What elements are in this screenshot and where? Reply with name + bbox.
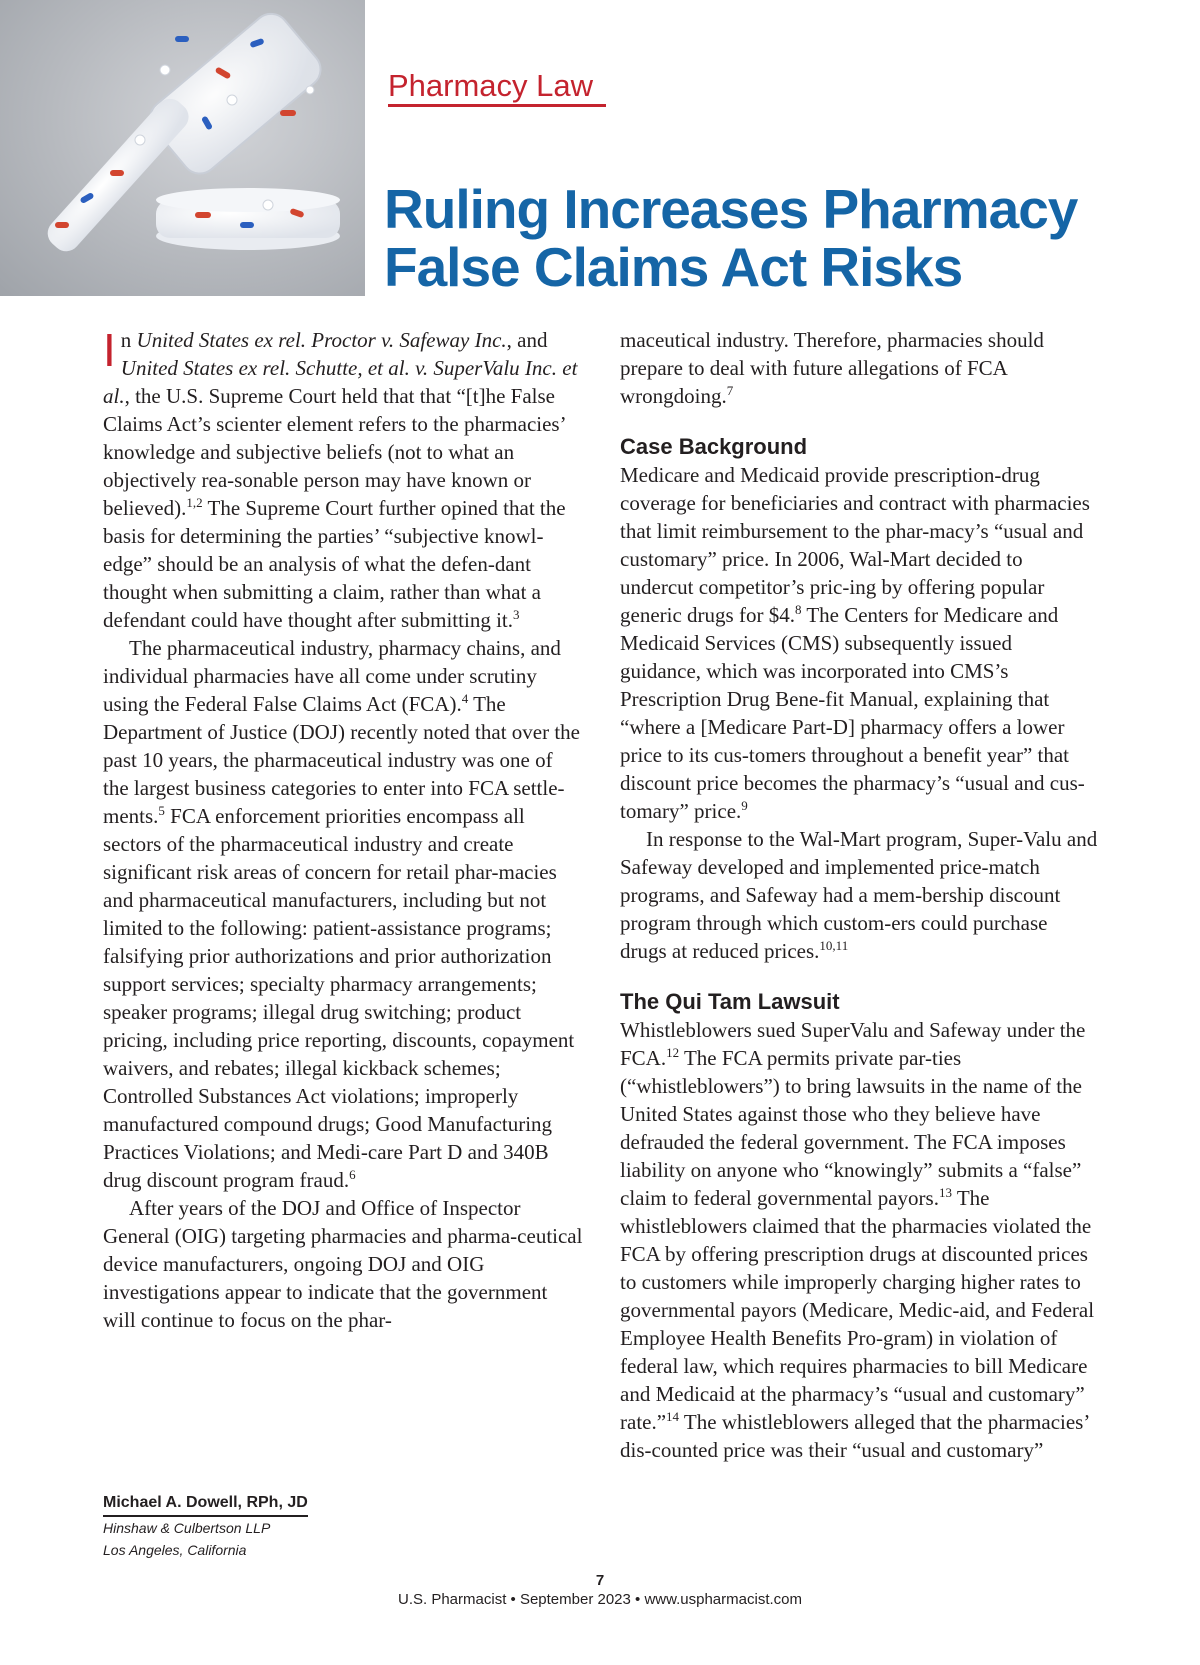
footnote-ref: 14	[666, 1409, 680, 1424]
paragraph-doj-oig	[103, 1194, 583, 1334]
text-run: The whistleblowers alleged that the pharmacies’ dis-counted price was their “usual and customary”	[620, 1410, 1089, 1462]
author-byline	[103, 1492, 308, 1561]
footnote-ref: 10,11	[819, 938, 849, 953]
footnote-ref: 4	[461, 691, 469, 706]
text-run: Medicare and Medicaid provide prescription-drug coverage for beneficiaries and contract with pharmacies that limit reimbursement to the phar-macy’s “usual and customary” price. In 2006, Wal-Mart decided to undercut competitor’s pric-ing by offering popular generic drugs for $4.	[620, 463, 1090, 627]
footnote-ref: 13	[938, 1185, 952, 1200]
text-run: FCA enforcement priorities encompass all sectors of the pharmaceutical industry and create significant risk areas of concern for retail phar-macies and pharmaceutical manufacturers, including but not limited to the following: patient-assistance programs; falsifying prior authorizations and prior authorization support services; specialty pharmacy arrangements; speaker programs; illegal drug switching; product pricing, including price reporting, discounts, copayment waivers, and rebates; illegal kickback schemes; Controlled Substances Act violations; improperly manufactured compound drugs; Good Manufacturing Practices Violations; and Medi-care Part D and 340B drug discount program fraud.	[103, 804, 575, 1192]
text-run: maceutical industry. Therefore, pharmacies should prepare to deal with future allegations of FCA wrongdoing.	[620, 328, 1044, 408]
text-run: Whistleblowers sued SuperValu and Safeway under the FCA.	[620, 1018, 1086, 1070]
footnote-ref: 3	[512, 607, 520, 622]
text-run: In response to the Wal-Mart program, Super-Valu and Safeway developed and implemented price-match programs, and Safeway had a mem-bership discount program through which custom-ers could purchase drugs at reduced prices.	[620, 827, 1098, 963]
right-column	[620, 326, 1098, 1464]
headline-line-2: False Claims Act Risks	[384, 236, 963, 298]
gavel-of-pills-image	[0, 0, 365, 296]
case-name-proctor: United States ex rel. Proctor v. Safeway Inc.	[136, 328, 507, 352]
text-run: The Centers for Medicare and Medicaid Services (CMS) subsequently issued guidance, which was incorporated into CMS’s Prescription Drug Bene-fit Manual, explaining that “where a [Medicare Part-D] pharmacy offers a lower price to its cus-tomers throughout a benefit year” that discount price becomes the pharmacy’s “usual and cus-tomary” price.	[620, 603, 1085, 823]
subhead-case-background: Case Background	[620, 434, 808, 459]
text-run: , and	[506, 328, 548, 352]
paragraph-intro	[103, 326, 583, 634]
section-label: Pharmacy Law	[388, 68, 594, 103]
footnote-ref: 9	[741, 798, 748, 813]
subhead-qui-tam-lawsuit: The Qui Tam Lawsuit	[620, 989, 840, 1014]
paragraph-price-match	[620, 825, 1098, 965]
section-label-underline	[388, 104, 606, 107]
publication-footer: U.S. Pharmacist • September 2023 • www.uspharmacist.com	[398, 1591, 802, 1608]
author-name: Michael A. Dowell, RPh, JD	[103, 1492, 308, 1517]
footnote-ref: 7	[726, 383, 734, 398]
footnote-ref: 1,2	[186, 495, 203, 510]
text-run: n	[120, 328, 137, 352]
footnote-ref: 8	[794, 602, 802, 617]
paragraph-continued	[620, 326, 1098, 410]
text-run: The Supreme Court further opined that the basis for determining the parties’ “subjective knowl-edge” should be an analysis of what the defen-dant thought when submitting a claim, rather than what a defendant could have thought after submitting it.	[103, 496, 566, 632]
footnote-ref: 5	[158, 803, 165, 818]
article-headline	[384, 180, 1184, 296]
paragraph-industry-scrutiny	[103, 634, 583, 1194]
text-run: The Department of Justice (DOJ) recently noted that over the past 10 years, the pharmaceutical industry was one of the largest business categories to enter into FCA settle-ments.	[103, 692, 581, 828]
page-number: 7	[595, 1572, 605, 1589]
text-run: The whistleblowers claimed that the pharmacies violated the FCA by offering prescription drugs at discounted prices to customers while improperly charging higher rates to governmental payors (Medicare, Medic-aid, and Federal Employee Health Benefits Pro-gram) in violation of federal law, which requires pharmacies to bill Medicare and Medicaid at the pharmacy’s “usual and customary” rate.”	[620, 1186, 1095, 1434]
drop-cap: I	[103, 324, 116, 376]
headline-line-1: Ruling Increases Pharmacy	[384, 178, 1078, 240]
paragraph-case-background	[620, 461, 1098, 825]
paragraph-qui-tam	[620, 1016, 1098, 1464]
footnote-ref: 12	[666, 1045, 680, 1060]
footnote-ref: 6	[349, 1167, 356, 1182]
left-column	[103, 326, 583, 1334]
text-run: After years of the DOJ and Office of Inspector General (OIG) targeting pharmacies and pharma-ceutical device manufacturers, ongoing DOJ and OIG investigations appear to indicate that the government will continue to focus on the phar-	[103, 1196, 583, 1332]
text-run: The pharmaceutical industry, pharmacy chains, and individual pharmacies have all come under scrutiny using the Federal False Claims Act (FCA).	[103, 636, 561, 716]
text-run: The FCA permits private par-ties (“whistleblowers”) to bring lawsuits in the name of the United States against those who they believe have defrauded the federal government. The FCA imposes liability on anyone who “knowingly” submits a “false” claim to federal governmental payors.	[620, 1046, 1082, 1210]
author-location: Los Angeles, California	[103, 1542, 247, 1558]
text-run: , the U.S. Supreme Court held that that “[t]he False Claims Act’s scienter element refers to the pharmacies’ knowledge and subjective beliefs (not to what an objectively rea-sonable person may have known or believed).	[103, 384, 566, 520]
author-firm: Hinshaw & Culbertson LLP	[103, 1520, 271, 1536]
case-name-schutte: United States ex rel. Schutte, et al. v. SuperValu Inc. et al.	[103, 356, 578, 408]
